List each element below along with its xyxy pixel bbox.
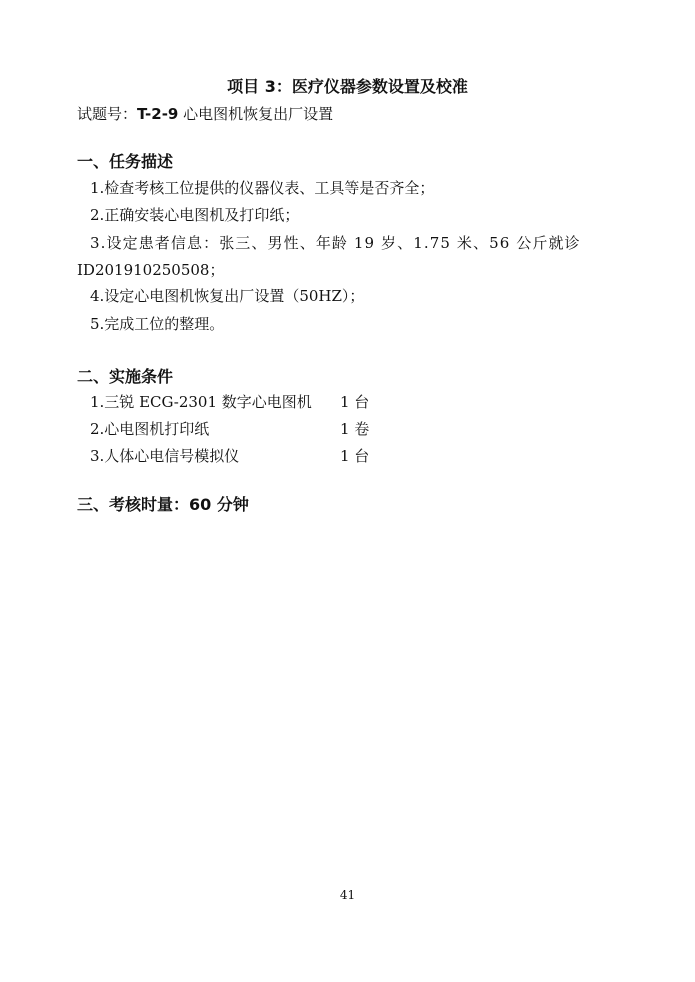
section-heading-task: 一、任务描述: [77, 152, 174, 171]
question-name: 心电图机恢复出厂设置: [178, 105, 334, 123]
task-item-2: 2.正确安装心电图机及打印纸；: [90, 206, 300, 224]
condition-item-3: 3.人体心电信号模拟仪: [90, 447, 240, 465]
condition-item-1: 1.三锐 ECG-2301 数字心电图机: [90, 393, 312, 411]
question-id-line: [77, 103, 333, 125]
page-title: 项目 3：医疗仪器参数设置及校准: [227, 77, 468, 96]
task-item-5: 5.完成工位的整理。: [90, 315, 225, 333]
section-heading-conditions: 二、实施条件: [77, 367, 174, 386]
task-item-3-continued: ID201910250508；: [77, 261, 225, 279]
task-item-1: 1.检查考核工位提供的仪器仪表、工具等是否齐全；: [90, 179, 435, 197]
section-heading-time: 三、考核时量：60 分钟: [77, 495, 249, 514]
condition-qty-1: 1 台: [340, 393, 370, 411]
task-item-3: [90, 232, 620, 254]
condition-item-2: 2.心电图机打印纸: [90, 420, 210, 438]
condition-qty-2: 1 卷: [340, 420, 370, 438]
task-item-3-text: 3.设定患者信息：张三、男性、年龄 19 岁、1.75 米、56 公斤就诊: [90, 234, 581, 252]
task-item-4: 4.设定心电图机恢复出厂设置（50HZ）；: [90, 287, 365, 305]
condition-qty-3: 1 台: [340, 447, 370, 465]
page-number: 41: [339, 888, 356, 902]
question-id-code: T-2-9: [137, 105, 179, 123]
question-id-prefix: 试题号：: [77, 105, 138, 123]
